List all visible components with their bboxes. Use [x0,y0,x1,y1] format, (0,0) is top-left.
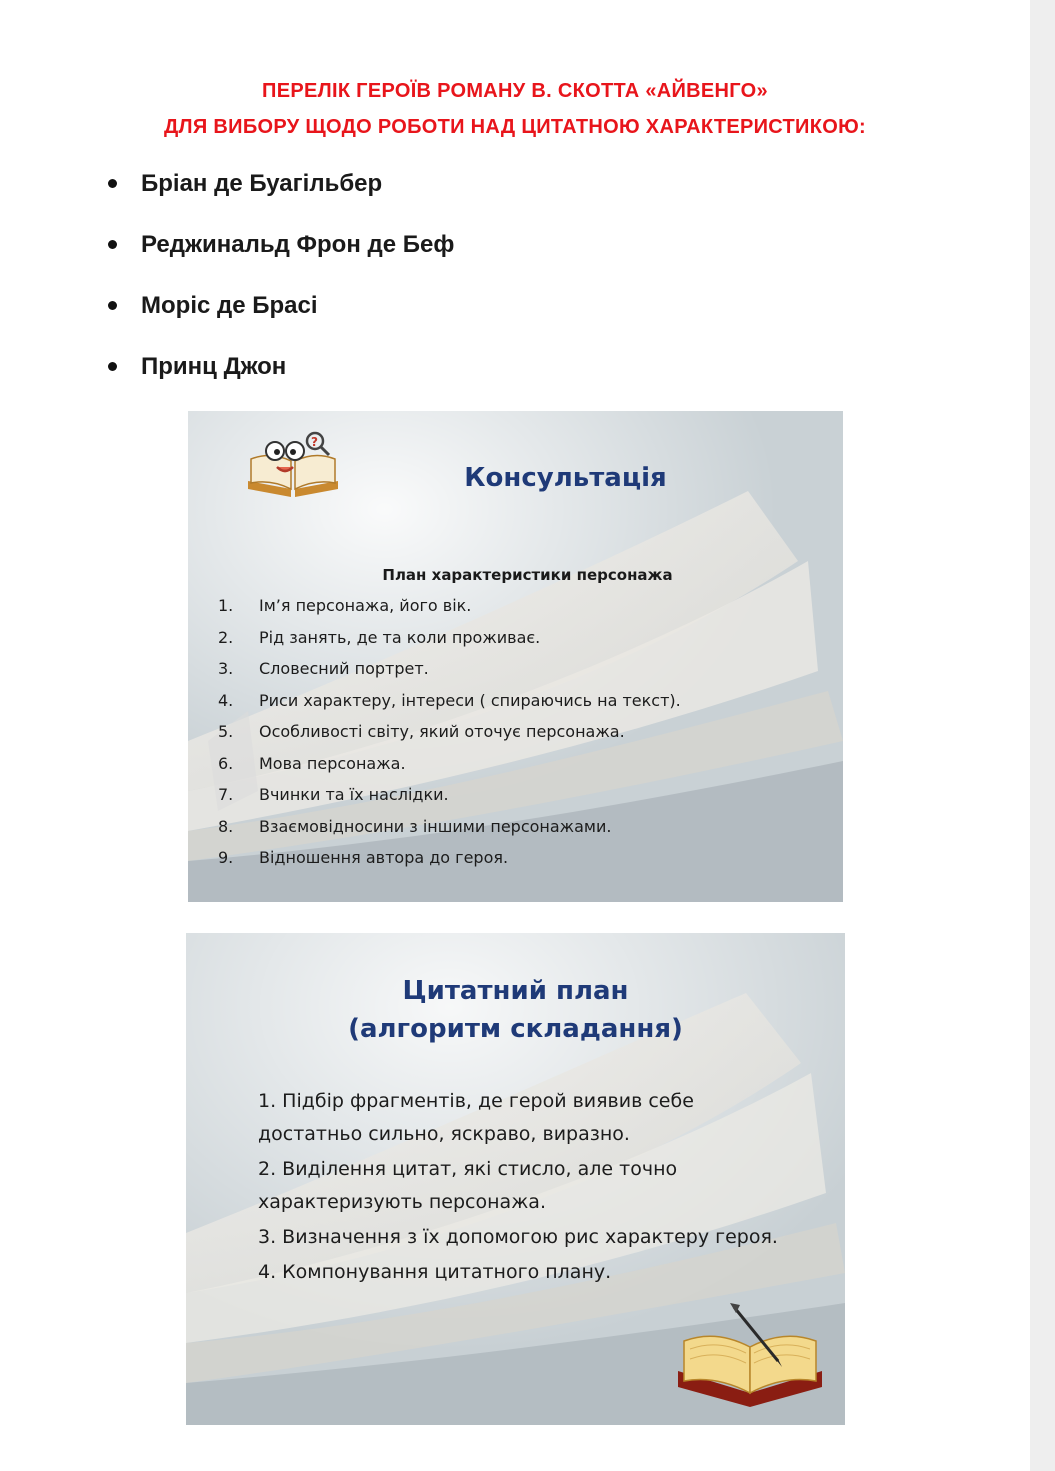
list-item: 3. Визначення з їх допомогою рис характеру героя. [258,1226,778,1248]
bullet-icon [108,301,117,310]
slide-title: Консультація [464,463,667,493]
hero-name: Реджинальд Фрон де Беф [141,231,455,258]
bullet-icon [108,179,117,188]
list-item: 2. Виділення цитат, які стисло, але точно характеризують персонажа. [258,1158,678,1213]
document-title-line-2: ДЛЯ ВИБОРУ ЩОДО РОБОТИ НАД ЦИТАТНОЮ ХАРАКТЕРИСТИКОЮ: [164,116,866,138]
bullet-icon [108,240,117,249]
slide-consultation: ? Консультація План характеристики персонажа 1. Ім’я персонажа, його вік. 2. Рід занять, де та коли проживає. 3. Словесний портрет. 4. Риси характеру, інтереси ( спираючись на текст). 5. Особливості світу, який оточує персонажа. 6. Мова персонажа. 7. Вчинки та їх наслідки. 8. Взаємовідносини з іншими персонажами. 9. Відношення автора до героя. [188,411,843,902]
bullet-icon [108,362,117,371]
svg-text:?: ? [311,435,318,449]
hero-name: Моріс де Брасі [141,292,318,319]
list-item: 4. Компонування цитатного плану. [258,1261,612,1283]
slide-title-line-2: (алгоритм складання) [348,1014,683,1044]
slide-quotation-plan [186,933,845,1425]
slide-subtitle: План характеристики персонажа [382,566,673,584]
quotation-plan-steps [258,1085,798,1291]
open-book-quill-icon [674,1301,826,1411]
hero-name: Бріан де Буагільбер [141,170,383,197]
slide-title-line-1: Цитатний план [402,976,629,1006]
document-title-line-1: ПЕРЕЛІК ГЕРОЇВ РОМАНУ В. СКОТТА «АЙВЕНГО» [262,80,768,102]
list-item: 1. Підбір фрагментів, де герой виявив себе достатньо сильно, яскраво, виразно. [258,1090,694,1145]
hero-name: Принц Джон [141,353,287,380]
page-gutter [1030,0,1055,1471]
